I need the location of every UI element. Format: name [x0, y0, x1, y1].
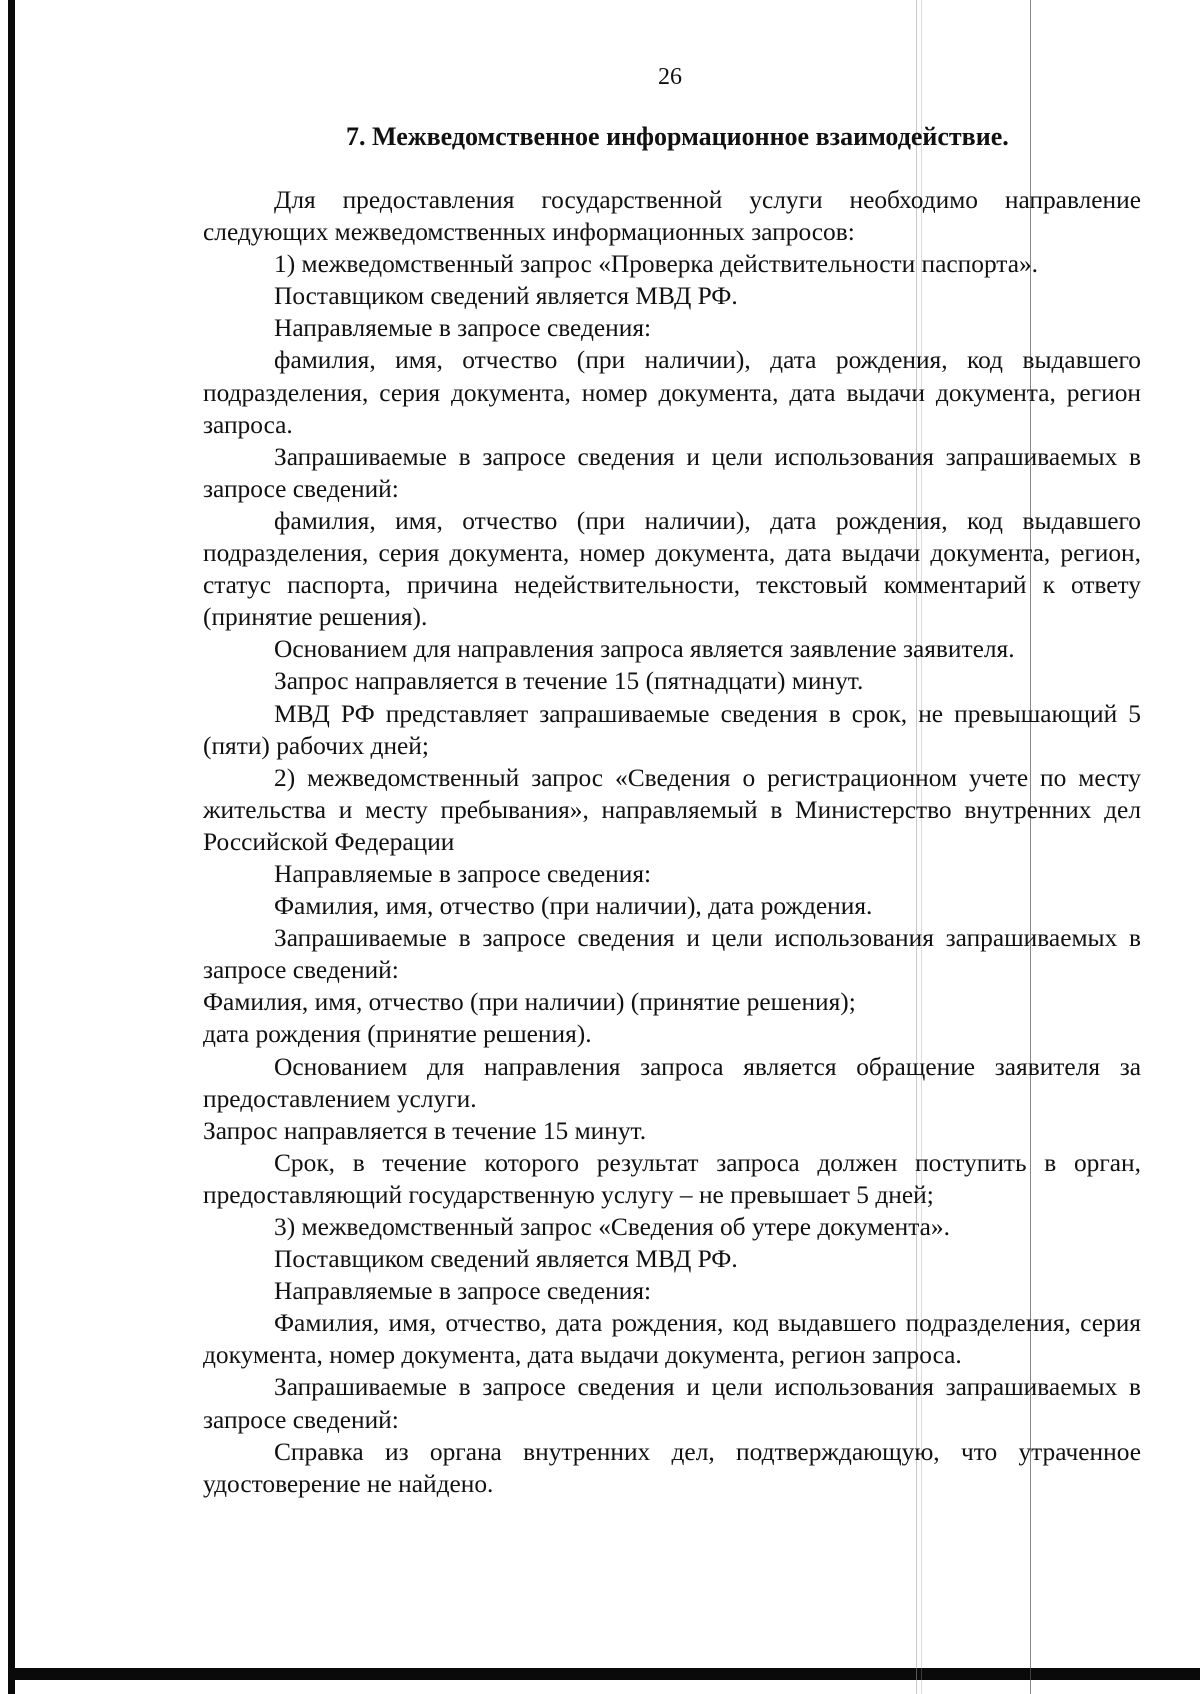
paragraph: 2) межведомственный запрос «Сведения о регистрационном учете по месту жительства и месту пребывания», направляемый в Министерство внутренних дел Российской Федерации [203, 763, 1141, 856]
scan-left-edge [8, 0, 15, 1694]
paragraph: Поставщиком сведений является МВД РФ. [274, 282, 738, 311]
paragraph: Основанием для направления запроса является обращение заявителя за предоставлением услуги. [203, 1052, 1141, 1113]
paragraph: Поставщиком сведений является МВД РФ. [274, 1245, 738, 1274]
paragraph: дата рождения (принятие решения). [203, 1020, 592, 1049]
paragraph: Запрашиваемые в запросе сведения и цели использования запрашиваемых в запросе сведений: [203, 924, 1141, 985]
paragraph: Срок, в течение которого результат запроса должен поступить в орган, предоставляющий государственную услугу – не превышает 5 дней; [203, 1148, 1141, 1209]
scan-bottom-edge [8, 1668, 1200, 1680]
paragraph: Направляемые в запросе сведения: [274, 1277, 652, 1306]
paragraph: Фамилия, имя, отчество (при наличии), дата рождения. [274, 892, 873, 921]
paragraph: МВД РФ представляет запрашиваемые сведения в срок, не превышающий 5 (пяти) рабочих дней; [203, 699, 1141, 760]
page-number: 26 [658, 64, 682, 90]
paragraph: Направляемые в запросе сведения: [274, 314, 652, 343]
paragraph: Справка из органа внутренних дел, подтверждающую, что утраченное удостоверение не найдено. [203, 1437, 1141, 1498]
paragraph: 1) межведомственный запрос «Проверка действительности паспорта». [274, 250, 1039, 279]
paragraph: Фамилия, имя, отчество (при наличии) (принятие решения); [203, 988, 856, 1017]
paragraph: фамилия, имя, отчество (при наличии), дата рождения, код выдавшего подразделения, серия документа, номер документа, дата выдачи документа, регион запроса. [203, 346, 1141, 439]
paragraph: фамилия, имя, отчество (при наличии), дата рождения, код выдавшего подразделения, серия документа, номер документа, дата выдачи документа, регион, статус паспорта, причина недействительности, текстовый комментарий к ответу (принятие решения). [203, 506, 1141, 632]
paragraph: Запрашиваемые в запросе сведения и цели использования запрашиваемых в запросе сведений: [203, 1373, 1141, 1434]
paragraph: Запрос направляется в течение 15 минут. [203, 1116, 647, 1145]
paragraph: Запрашиваемые в запросе сведения и цели использования запрашиваемых в запросе сведений: [203, 442, 1141, 503]
paragraph: Основанием для направления запроса является заявление заявителя. [274, 635, 1015, 664]
paragraph: Направляемые в запросе сведения: [274, 859, 652, 888]
paragraph: Фамилия, имя, отчество, дата рождения, код выдавшего подразделения, серия документа, номер документа, дата выдачи документа, регион запроса. [203, 1309, 1141, 1370]
paragraph: Запрос направляется в течение 15 (пятнадцати) минут. [274, 667, 864, 696]
paragraph: Для предоставления государственной услуги необходимо направление следующих межведомственных информационных запросов: [203, 186, 1141, 247]
document-body [203, 184, 1141, 1500]
section-title: 7. Межведомственное информационное взаимодействие. [346, 122, 1009, 151]
paragraph: 3) межведомственный запрос «Сведения об утере документа». [274, 1213, 950, 1241]
